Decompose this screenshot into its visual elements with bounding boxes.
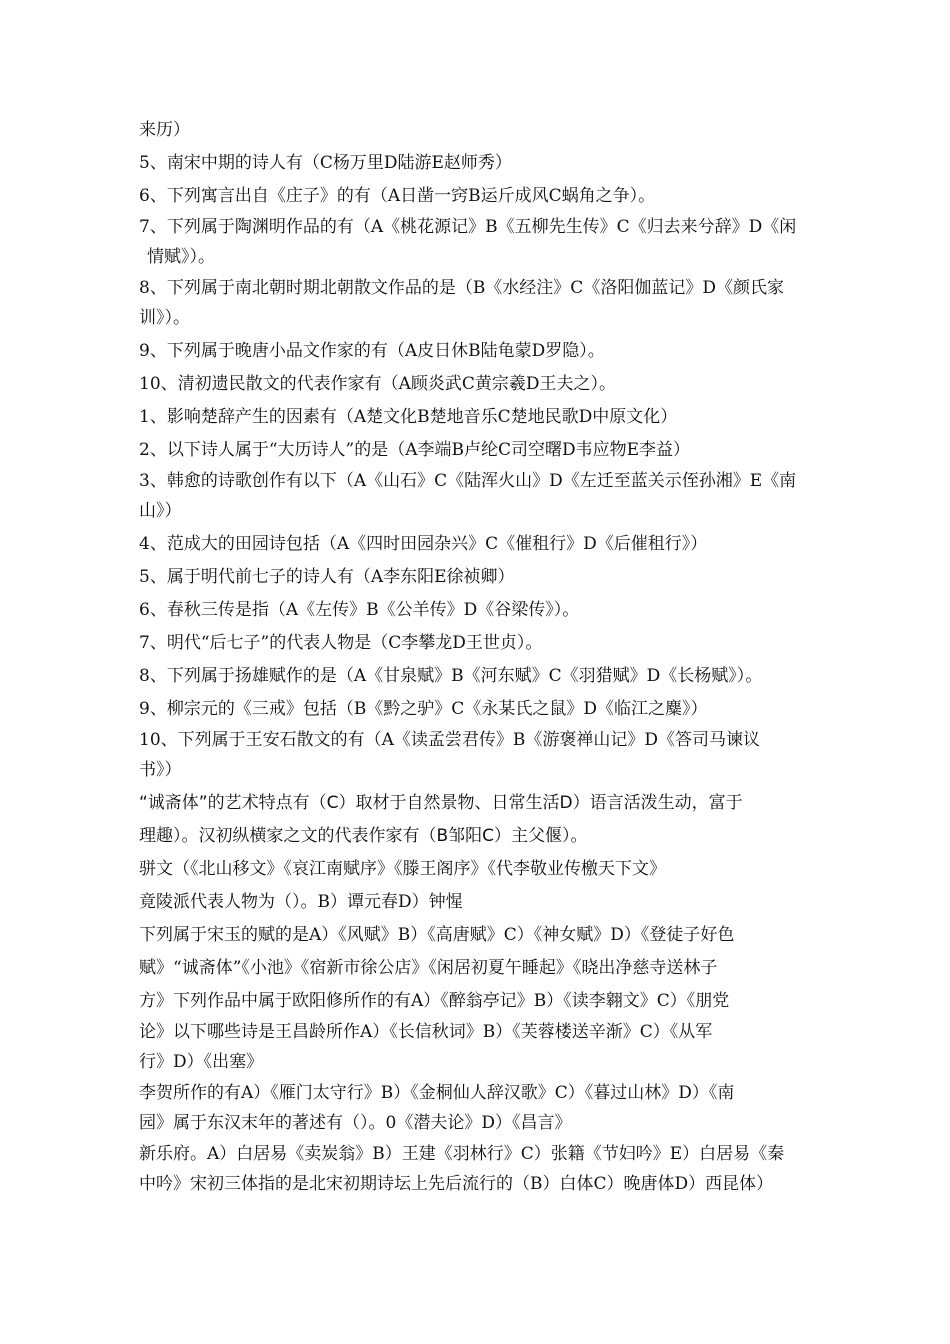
- text-line: 8、下列属于南北朝时期北朝散文作品的是（B《水经注》C《洛阳伽蓝记》D《颜氏家: [139, 278, 784, 298]
- text-line: “诚斋体”的艺术特点有（C）取材于自然景物、日常生活D）语言活泼生动，富于: [139, 793, 743, 813]
- text-line: 论》以下哪些诗是王昌龄所作A）《长信秋词》B）《芙蓉楼送辛渐》C）《从军: [139, 1022, 713, 1042]
- text-line: 9、柳宗元的《三戒》包括（B《黔之驴》C《永某氏之鼠》D《临江之麋》）: [139, 699, 708, 719]
- text-line: 训》）。: [139, 308, 190, 328]
- text-line: 6、春秋三传是指（A《左传》B《公羊传》D《谷梁传》）。: [139, 600, 580, 620]
- text-line: 1、影响楚辞产生的因素有（A楚文化B楚地音乐C楚地民歌D中原文化）: [139, 407, 678, 427]
- sans-paragraph: [139, 787, 859, 853]
- text-line: 7、明代“后七子”的代表人物是（C李攀龙D王世贞）。: [139, 633, 543, 653]
- text-line: 李贺所作的有A）《雁门太守行》B）《金桐仙人辞汉歌》C）《暮过山林》D）《南: [139, 1083, 735, 1103]
- text-line: 方》下列作品中属于欧阳修所作的有A）《醉翁亭记》B）《读李翱文》C）《朋党: [139, 991, 730, 1011]
- text-line: 5、南宋中期的诗人有（C杨万里D陆游E赵师秀）: [139, 153, 512, 173]
- text-line: 理趣）。汉初纵横家之文的代表作家有（B邹阳C）主父偃）。: [139, 826, 588, 846]
- text-line: 行》D）《出塞》: [139, 1052, 264, 1072]
- text-line: 2、以下诗人属于“大历诗人”的是（A李端B卢纶C司空曙D韦应物E李益）: [139, 440, 691, 460]
- text-line: 4、范成大的田园诗包括（A《四时田园杂兴》C《催租行》D《后催租行》）: [139, 534, 708, 554]
- text-line: 新乐府。A）白居易《卖炭翁》B）王建《羽林行》C）张籍《节妇吟》E）白居易《秦: [139, 1144, 785, 1164]
- text-line: 5、属于明代前七子的诗人有（A李东阳E徐祯卿）: [139, 567, 515, 587]
- text-line: 园》属于东汉末年的著述有（）。0《潜夫论》D）《昌言》: [139, 1113, 572, 1133]
- text-line: 10、清初遗民散文的代表作家有（A顾炎武C黄宗羲D王夫之）。: [139, 374, 617, 394]
- text-line: 中吟》宋初三体指的是北宋初期诗坛上先后流行的（B）白体C）晚唐体D）西昆体）: [139, 1174, 774, 1194]
- text-line: 书》）: [139, 760, 182, 780]
- text-line: 下列属于宋玉的赋的是A）《风赋》B）《高唐赋》C）《神女赋》D）《登徒子好色: [139, 925, 735, 945]
- text-line: 8、下列属于扬雄赋作的是（A《甘泉赋》B《河东赋》C《羽猎赋》D《长杨赋》）。: [139, 666, 763, 686]
- text-line: 9、下列属于晚唐小品文作家的有（A皮日休B陆龟蒙D罗隐）。: [139, 341, 605, 361]
- text-line: 山》）: [139, 501, 182, 521]
- text-line: 骈文（《北山移文》《哀江南赋序》《滕王阁序》《代李敬业传檄天下文》: [139, 859, 666, 879]
- text-line: 3、韩愈的诗歌创作有以下（A《山石》C《陆浑火山》D《左迁至蓝关示侄孙湘》E《南: [139, 471, 797, 491]
- text-line: 竟陵派代表人物为（）。B）谭元春D）钟惺: [139, 892, 463, 912]
- text-line: 10、下列属于王安石散文的有（A《读孟尝君传》B《游褒禅山记》D《答司马谏议: [139, 730, 761, 750]
- text-line: 7、下列属于陶渊明作品的有（A《桃花源记》B《五柳先生传》C《归去来兮辞》D《闲: [139, 217, 797, 237]
- text-line: 赋》“诚斋体”《小池》《宿新市徐公店》《闲居初夏午睡起》《晓出净慈寺送林子: [139, 958, 718, 978]
- text-line: 6、下列寓言出自《庄子》的有（A日凿一窍B运斤成风C蜗角之争）。: [139, 186, 656, 206]
- text-line: 情赋》）。: [147, 247, 215, 267]
- text-line: 来历）: [139, 120, 190, 140]
- document-body: [139, 114, 859, 1201]
